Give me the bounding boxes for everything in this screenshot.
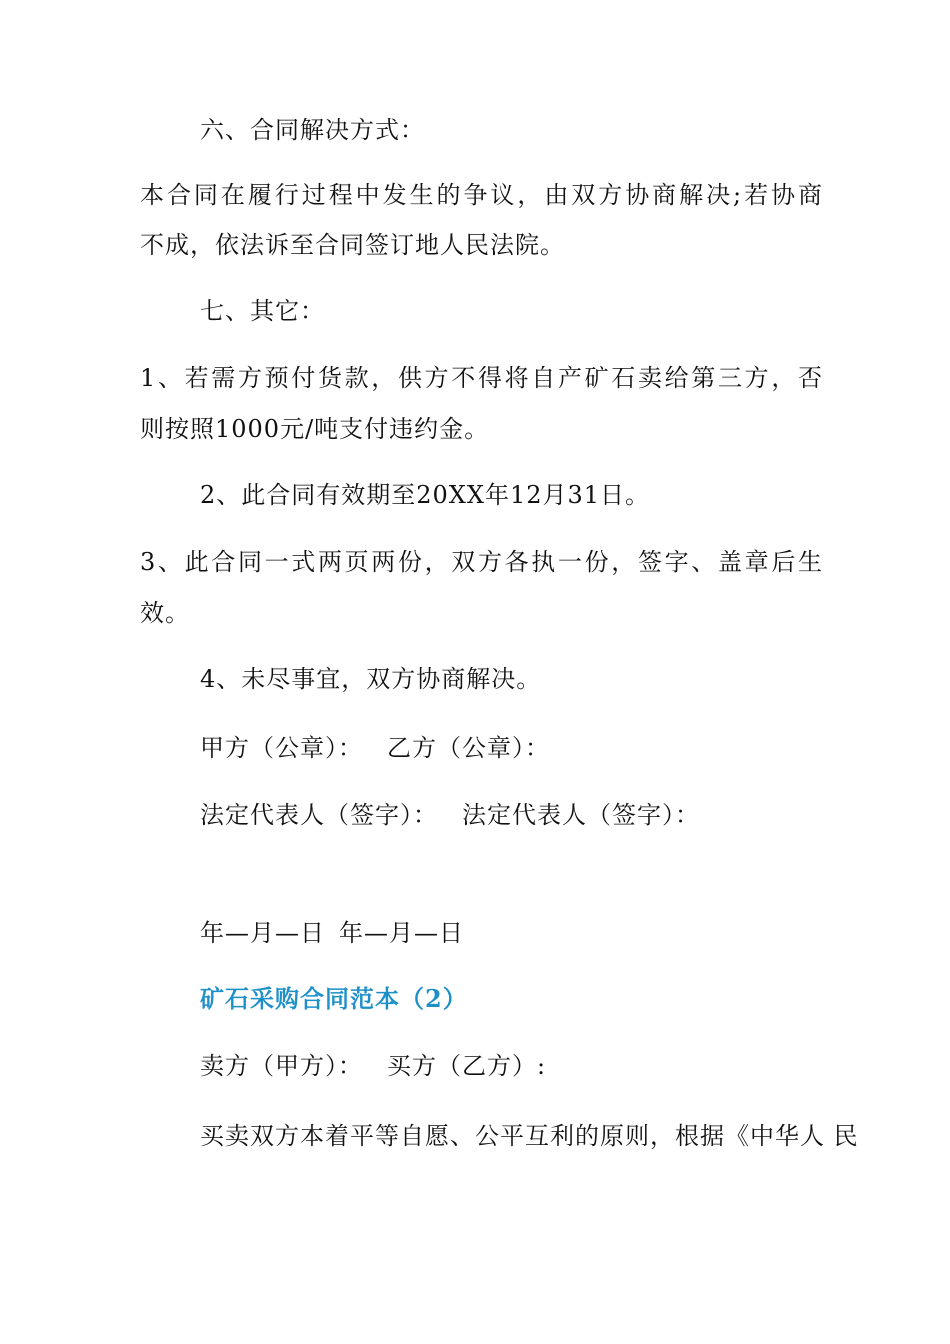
section-6-title: 六、合同解决方式： <box>200 116 425 144</box>
party-a-date: 年—月—日 <box>200 919 325 947</box>
party-b-date: 年—月—日 <box>339 919 464 947</box>
representative-line <box>200 800 700 830</box>
section-7-item-3-line-2: 效。 <box>140 599 190 627</box>
section-7-item-1-line-1: 1、若需方预付货款，供方不得将自产矿石卖给第三方，否 <box>140 364 822 392</box>
seal-line <box>200 733 550 763</box>
intro-paragraph-line-1: 买卖双方本着平等自愿、公平互利的原则，根据《中华人 民 <box>200 1122 859 1150</box>
seller-label: 卖方（甲方）： <box>200 1052 363 1080</box>
parties-line <box>200 1051 546 1081</box>
date-line <box>200 918 464 948</box>
party-a-representative-label: 法定代表人（签字）： <box>200 801 438 829</box>
section-6-paragraph-line-2: 不成，依法诉至合同签订地人民法院。 <box>140 231 565 259</box>
section-7-item-2: 2、此合同有效期至20XX年12月31日。 <box>200 481 651 509</box>
party-b-seal-label: 乙方（公章）： <box>387 734 550 762</box>
buyer-label: 买方（乙方）: <box>387 1052 547 1080</box>
section-7-item-1-line-2: 则按照1000元/吨支付违约金。 <box>140 415 490 443</box>
contract-template-2-heading[interactable]: 矿石采购合同范本（2） <box>200 984 468 1013</box>
section-7-item-3-line-1: 3、此合同一式两页两份，双方各执一份，签字、盖章后生 <box>140 548 822 576</box>
section-7-item-4: 4、未尽事宜，双方协商解决。 <box>200 665 542 693</box>
section-6-paragraph-line-1: 本合同在履行过程中发生的争议，由双方协商解决;若协商 <box>140 181 822 209</box>
party-a-seal-label: 甲方（公章）： <box>200 734 363 762</box>
party-b-representative-label: 法定代表人（签字）： <box>462 801 700 829</box>
section-7-title: 七、其它： <box>200 297 325 325</box>
